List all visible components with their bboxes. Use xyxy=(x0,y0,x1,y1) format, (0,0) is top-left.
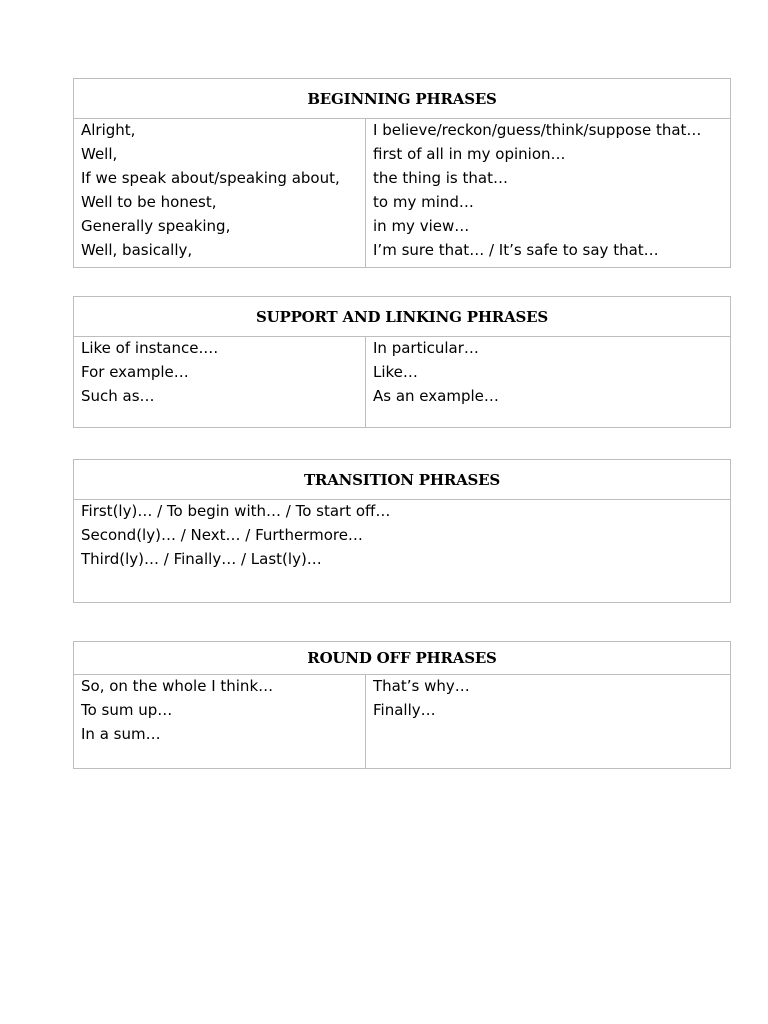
left-column xyxy=(74,119,366,267)
list-item: to my mind… xyxy=(373,193,474,211)
list-item: Alright, xyxy=(81,121,136,139)
list-item: Like of instance.… xyxy=(81,339,219,357)
left-column xyxy=(74,337,366,427)
transition-phrases-table xyxy=(73,459,731,603)
list-item: Such as… xyxy=(81,387,155,405)
list-item: In a sum… xyxy=(81,725,161,743)
support-linking-phrases-table xyxy=(73,296,731,428)
list-item: Second(ly)… / Next… / Furthermore… xyxy=(81,526,363,544)
list-item: Well, basically, xyxy=(81,241,193,259)
table-title: ROUND OFF PHRASES xyxy=(74,642,730,675)
list-item: In particular… xyxy=(373,339,479,357)
list-item: Generally speaking, xyxy=(81,217,231,235)
list-item: I believe/reckon/guess/think/suppose that… xyxy=(373,121,702,139)
left-column xyxy=(74,675,366,768)
list-item: First(ly)… / To begin with… / To start off… xyxy=(81,502,391,520)
list-item: first of all in my opinion… xyxy=(373,145,566,163)
list-item: Third(ly)… / Finally… / Last(ly)… xyxy=(81,550,322,568)
full-column xyxy=(74,500,730,602)
list-item: That’s why… xyxy=(373,677,470,695)
list-item: the thing is that… xyxy=(373,169,508,187)
right-column xyxy=(366,675,730,768)
list-item: For example… xyxy=(81,363,189,381)
table-title: BEGINNING PHRASES xyxy=(74,79,730,119)
list-item: I’m sure that… / It’s safe to say that… xyxy=(373,241,659,259)
list-item: So, on the whole I think… xyxy=(81,677,274,695)
round-off-phrases-table xyxy=(73,641,731,769)
right-column xyxy=(366,119,730,267)
table-title: SUPPORT AND LINKING PHRASES xyxy=(74,297,730,337)
list-item: Well to be honest, xyxy=(81,193,217,211)
list-item: As an example… xyxy=(373,387,499,405)
list-item: Finally… xyxy=(373,701,436,719)
list-item: If we speak about/speaking about, xyxy=(81,169,340,187)
list-item: To sum up… xyxy=(81,701,173,719)
beginning-phrases-table xyxy=(73,78,731,268)
right-column xyxy=(366,337,730,427)
list-item: in my view… xyxy=(373,217,470,235)
list-item: Like… xyxy=(373,363,418,381)
table-title: TRANSITION PHRASES xyxy=(74,460,730,500)
list-item: Well, xyxy=(81,145,118,163)
